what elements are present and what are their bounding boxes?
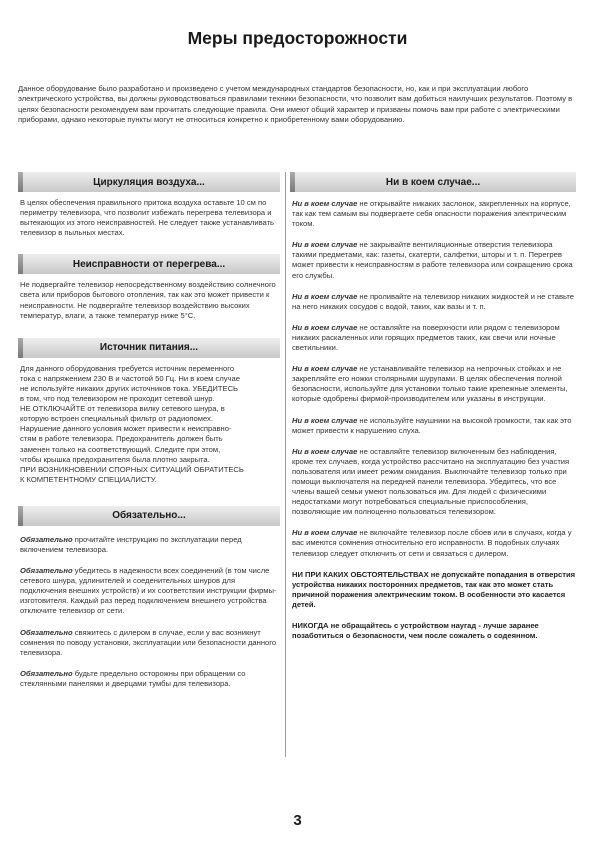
- list-item: Ни в коем случае не открывайте никаких заслонок, закрепленных на корпусе, так как тем самым вы подвергаете себя опасности поражения электрическим током.: [292, 199, 571, 229]
- list-item: Ни в коем случае не оставляйте телевизор включенным без наблюдения, кроме тех случаев, когда устройство рассчитано на эксплуатацию без участия пользователя или имеет режим ожидания. Выключайте телевизор только при помощи выключателя на передней панели телевизора. Убедитесь, что все члены вашей семьи умеют пользоваться им. Для людей с физическими недостатками могут потребоваться специальные приспособления, позволяющие им полноценно пользоваться телевизором.: [292, 446, 570, 517]
- power-text: Для данного оборудования требуется источник переменного тока с напряжением 230 В и частотой 50 Гц. Ни в коем случае не используйте никаких других источников тока. УБЕДИТЕСЬ в том, что под телевизором не проходит сетевой шнур. НЕ ОТКЛЮЧАЙТЕ от телевизора вилку сетевого шнура, в которую встроен специальный фильтр от радиопомех. Нарушение данного условия может привести к неисправно- стям в работе телевизора. Предохранитель должен быть заменен только на соответствующий. Следите при этом, чтобы крышка предохранителя была плотно закрыта. ПРИ ВОЗНИКНОВЕНИИ СПОРНЫХ СИТУАЦИЙ ОБРАТИТЕСЬ К КОМПЕТЕНТНОМУ СПЕЦИАЛИСТУ.: [20, 363, 244, 484]
- list-item: Ни в коем случае не используйте наушники на высокой громкости, так как это может привести к нарушению слуха.: [292, 415, 572, 435]
- page-number: 3: [293, 812, 302, 829]
- overheat-text: Не подвергайте телевизор непосредственному воздействию солнечного света или приборов бытового отопления, так как это может привести к неисправности. Не подвергайте телевизор воздействию высоких температур, влаги, а также температур ниже 5°С.: [20, 280, 276, 320]
- section-heading-air: Циркуляция воздуха...: [18, 172, 280, 192]
- warning-paragraph: НИКОГДА не обращайтесь с устройством наугад - лучше заранее позаботиться о безопасности, чем после сожалеть о содеянном.: [292, 621, 539, 641]
- right-column: [290, 172, 576, 652]
- page-title: Меры предосторожности: [187, 28, 408, 48]
- left-column: [18, 172, 280, 700]
- section-heading-power: Источник питания...: [18, 338, 280, 358]
- list-item: Ни в коем случае не включайте телевизор после сбоев или в случаях, когда у вас имеются сомнения относительно его исправности. В подобных случаях телевизор следует отключить от сети и связаться с дилером.: [292, 528, 572, 558]
- section-heading-overheat: Неисправности от перегрева...: [18, 254, 280, 274]
- list-item: Обязательно будьте предельно осторожны при обращении со стеклянными панелями и дверцами тумбы для телевизора.: [20, 668, 246, 688]
- list-item: Ни в коем случае не устанавливайте телевизор на непрочных стойках и не закрепляйте его ножки столярными шурупами. В целях обеспечения полной безопасности, используйте для установки только такие крепежные элементы, которые одобрены фирмой-производителем или указаны в инструкции.: [292, 364, 568, 404]
- list-item: Обязательно прочитайте инструкцию по эксплуатации перед включением телевизора.: [20, 534, 242, 554]
- column-divider: [285, 172, 286, 757]
- must-list: [18, 535, 280, 689]
- section-heading-must: Обязательно...: [18, 506, 280, 526]
- list-item: Обязательно свяжитесь с дилером в случае, если у вас возникнут сомнения по поводу установки, эксплуатации или безопасности данного телевизора.: [20, 627, 277, 657]
- section-heading-never: Ни в коем случае...: [290, 172, 576, 192]
- air-text: В целях обеспечения правильного притока воздуха оставьте 10 см по периметру телевизора, что позволит избежать перегрева телевизора и вытекающих из этого неисправностей. Не следует также устанавливать телевизор в пыльных местах.: [20, 198, 275, 238]
- never-list: [290, 199, 576, 641]
- list-item: Ни в коем случае не проливайте на телевизор никаких жидкостей и не ставьте на него никаких сосудов с водой, таких, как вазы и т. п.: [292, 291, 574, 311]
- list-item: Обязательно убедитесь в надежности всех соединений (в том числе сетевого шнура, удлинителей и соеденительных шнуров для подключения внешних устройств) и их соответствии инструкции фирмы-изготовителя. Каждый раз перед подключением внешнего устройства отключите телевизор от сети.: [20, 566, 277, 616]
- intro-paragraph: Данное оборудование было разработано и произведено с учетом международных стандартов безопасности, но, как и при эксплуатации любого электрического устройства, вы должны руководствоваться правилами техники безопасности, что позволит вам добиться наилучших результатов. Поэтому в целях безопасности рекомендуем вам прочитать следующие правила. Они имеют общий характер и призваны помочь вам при работе с электрическими приборами, однако некоторые пункты могут не относиться конкретно к приобретенному вами оборудованию.: [18, 84, 573, 125]
- list-item: Ни в коем случае не закрывайте вентиляционные отверстия телевизора такими предметами, как: газеты, скатерти, салфетки, шторы и т. п. Перегрев может привести к неисправностям в работе телевизора или сокращению срока его службы.: [292, 240, 573, 280]
- warning-paragraph: НИ ПРИ КАКИХ ОБСТОЯТЕЛЬСТВАХ не допускайте попадания в отверстия устройства никаких посторонних предметов, так как это может стать причиной поражения электрическим током. В особенности это касается детей.: [292, 569, 576, 609]
- list-item: Ни в коем случае не оставляйте на поверхности или рядом с телевизором никаких раскаленных или горящих предметов таких, как свечи или ночные светильники.: [292, 322, 560, 353]
